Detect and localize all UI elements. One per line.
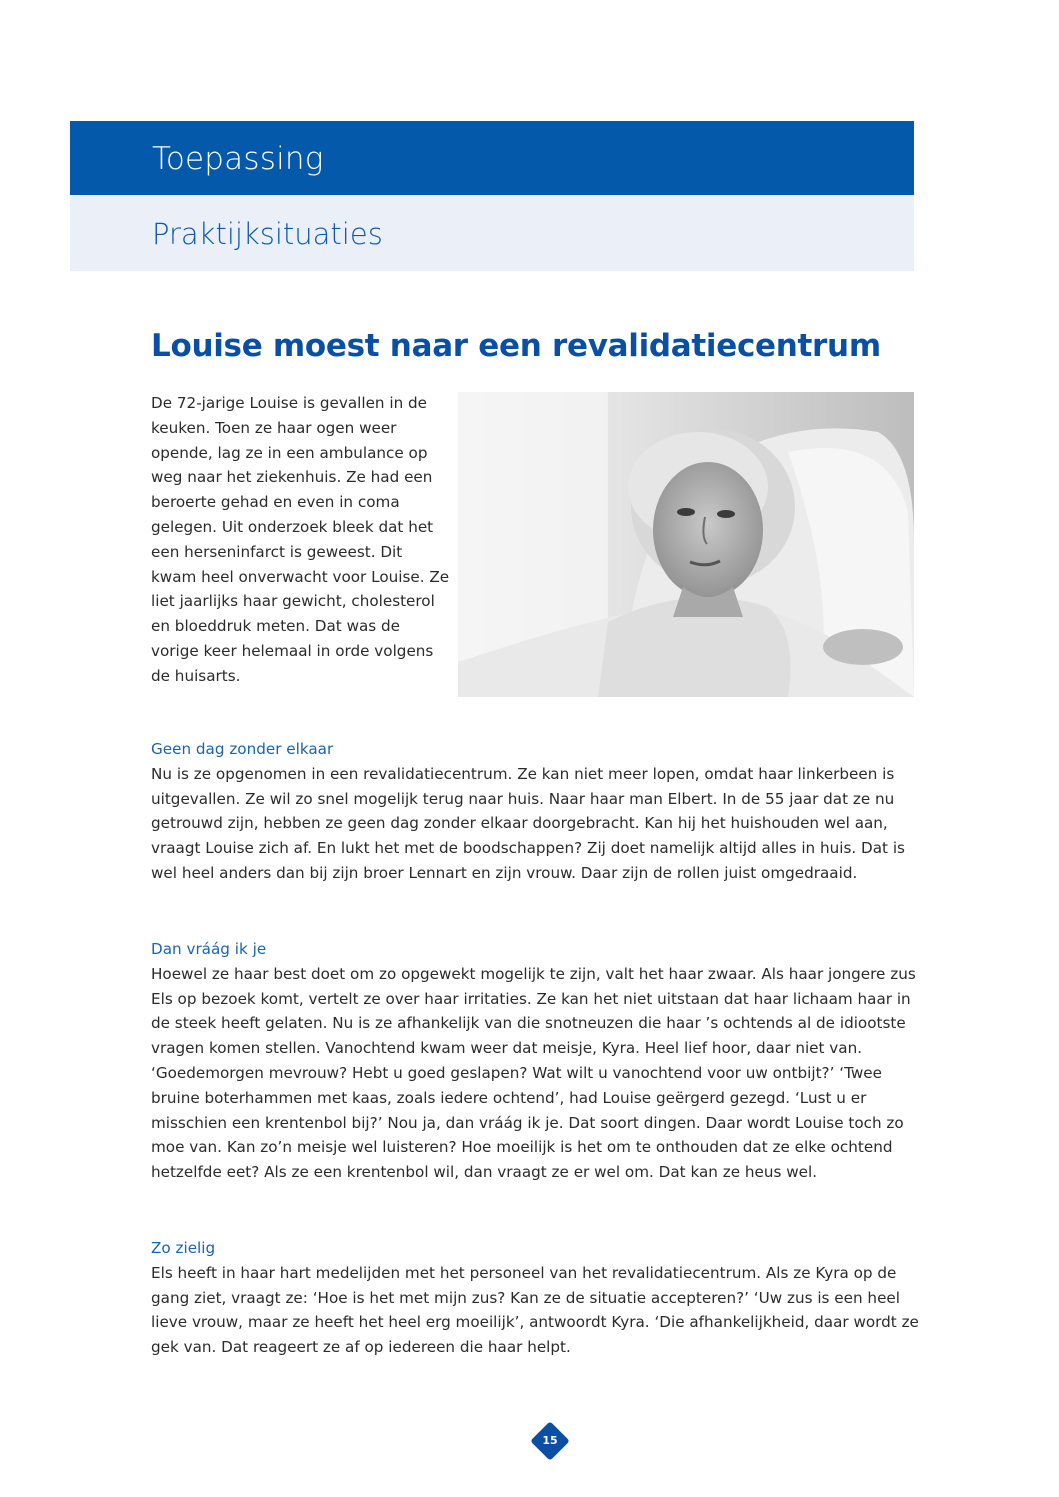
section-zo-zielig (151, 1236, 921, 1360)
intro-paragraph: De 72-jarige Louise is gevallen in de keuken. Toen ze haar ogen weer opende, lag ze in een ambulance op weg naar het ziekenhuis. Ze had een beroerte gehad en even in coma gelegen. Uit onderzoek bleek dat het een herseninfarct is geweest. Dit kwam heel onverwacht voor Louise. Ze liet jaarlijks haar gewicht, cholesterol en bloeddruk meten. Dat was de vorige keer helemaal in orde volgens de huisarts. (151, 394, 450, 685)
section-heading: Zo zielig (151, 1239, 216, 1257)
chapter-title: Toepassing (152, 141, 324, 177)
section-text: Nu is ze opgenomen in een revalidatiecentrum. Ze kan niet meer lopen, omdat haar linkerbeen is uitgevallen. Ze wil zo snel mogelijk terug naar huis. Naar haar man Elbert. In de 55 jaar dat ze nu getrouwd zijn, hebben ze geen dag zonder elkaar doorgebracht. Kan hij het huishouden wel aan, vraagt Louise zich af. En lukt het met de boodschappen? Zij doet namelijk altijd alles in huis. Dat is wel heel anders dan bij zijn broer Lennart en zijn vrouw. Daar zijn de rollen juist omgedraaid. (151, 764, 905, 882)
section-geen-dag (151, 737, 921, 886)
subchapter-title: Praktijksituaties (152, 217, 383, 251)
page-number-badge (530, 1421, 570, 1461)
section-text: Hoewel ze haar best doet om zo opgewekt mogelijk te zijn, valt het haar zwaar. Als haar jongere zus Els op bezoek komt, vertelt ze over haar irritaties. Ze kan het niet uitstaan dat haar lichaam haar in de steek heeft gelaten. Nu is ze afhankelijk van die snotneuzen die haar ’s ochtends al de idiootste vragen komen stellen. Vanochtend kwam weer dat meisje, Kyra. Heel lief hoor, daar niet van. ‘Goedemorgen mevrouw? Hebt u goed geslapen? Wat wilt u vanochtend voor uw ontbijt?’ ‘Twee bruine boterhammen met kaas, zoals iedere ochtend’, had Louise geërgerd gezegd. ‘Lust u er misschien een krentenbol bij?’ Nou ja, dan vráág ik je. Dat soort dingen. Daar wordt Louise toch zo moe van. Kan zo’n meisje wel luisteren? Hoe moeilijk is het om te onthouden dat ze elke ochtend hetzelfde eet? Als ze een krentenbol wil, dan vraagt ze er wel om. Dat kan ze heus wel. (151, 964, 916, 1182)
photo-elderly-woman-in-bed (458, 392, 914, 697)
subchapter-band (70, 195, 914, 271)
section-dan-vraag (151, 937, 921, 1185)
section-text: Els heeft in haar hart medelijden met het personeel van het revalidatiecentrum. Als ze Kyra op de gang ziet, vraagt ze: ‘Hoe is het met mijn zus? Kan ze de situatie accepteren?’ ‘Uw zus is een heel lieve vrouw, maar ze heeft het heel erg moeilijk’, antwoordt Kyra. ‘Die afhankelijkheid, daar wordt ze gek van. Dat reageert ze af op iedereen die haar helpt. (151, 1263, 919, 1357)
section-heading: Dan vráág ik je (151, 940, 267, 958)
page-number: 15 (542, 1434, 558, 1447)
section-heading: Geen dag zonder elkaar (151, 740, 334, 758)
article-title: Louise moest naar een revalidatiecentrum (151, 328, 881, 364)
chapter-band (70, 121, 914, 195)
